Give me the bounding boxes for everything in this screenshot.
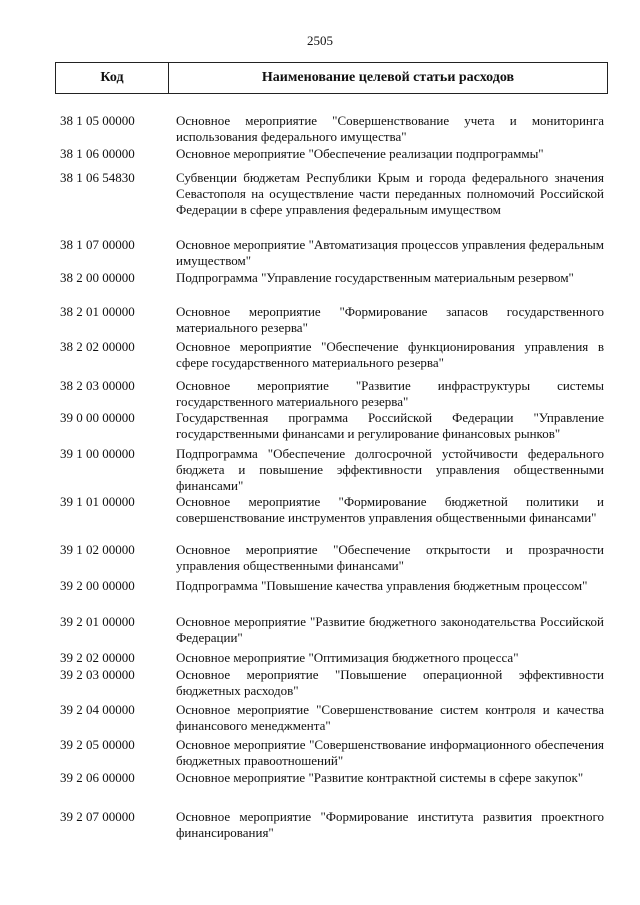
row-name: Основное мероприятие "Повышение операционной эффективности бюджетных расходов" xyxy=(176,667,604,698)
row-code: 38 1 06 54830 xyxy=(60,170,135,185)
row-name: Основное мероприятие "Развитие контрактной системы в сфере закупок" xyxy=(176,770,584,785)
row-name: Основное мероприятие "Совершенствование систем контроля и качества финансового менеджмента" xyxy=(176,702,604,733)
row-code: 39 2 01 00000 xyxy=(60,614,135,629)
row-name: Субвенции бюджетам Республики Крым и города федерального значения Севастополя на осуществление части переданных полномочий Российской Федерации в сфере управления федеральным имуществом xyxy=(176,170,604,217)
row-name: Государственная программа Российской Федерации "Управление государственными финансами и регулирование финансовых рынков" xyxy=(176,410,604,441)
header-code: Код xyxy=(56,63,169,93)
row-code: 38 1 07 00000 xyxy=(60,237,135,252)
row-code: 38 2 03 00000 xyxy=(60,378,135,393)
row-name: Основное мероприятие "Развитие бюджетного законодательства Российской Федерации" xyxy=(176,614,604,645)
row-code: 39 2 03 00000 xyxy=(60,667,135,682)
row-name: Основное мероприятие "Обеспечение реализации подпрограммы" xyxy=(176,146,544,161)
header-name: Наименование целевой статьи расходов xyxy=(261,70,515,85)
row-code: 39 2 04 00000 xyxy=(60,702,135,717)
row-code: 39 1 00 00000 xyxy=(60,446,135,461)
row-name: Основное мероприятие "Автоматизация процессов управления федеральным имуществом" xyxy=(176,237,604,268)
row-code: 39 0 00 00000 xyxy=(60,410,135,425)
row-code: 39 2 02 00000 xyxy=(60,650,135,665)
row-code: 39 1 01 00000 xyxy=(60,494,135,509)
row-name: Основное мероприятие "Обеспечение открытости и прозрачности управления общественными финансами" xyxy=(176,542,604,573)
row-code: 39 2 06 00000 xyxy=(60,770,135,785)
row-code: 39 2 00 00000 xyxy=(60,578,135,593)
row-code: 38 2 02 00000 xyxy=(60,339,135,354)
row-code: 38 1 05 00000 xyxy=(60,113,135,128)
row-name: Подпрограмма "Управление государственным материальным резервом" xyxy=(176,270,574,285)
row-code: 39 2 05 00000 xyxy=(60,737,135,752)
row-name: Основное мероприятие "Развитие инфраструктуры системы государственного материального резерва" xyxy=(176,378,604,409)
row-code: 38 1 06 00000 xyxy=(60,146,135,161)
row-code: 39 2 07 00000 xyxy=(60,809,135,824)
page-number: 2505 xyxy=(307,33,333,48)
row-name: Основное мероприятие "Формирование бюджетной политики и совершенствование инструментов управления общественными финансами" xyxy=(176,494,604,525)
row-name: Подпрограмма "Обеспечение долгосрочной устойчивости федерального бюджета и повышение эффективности управления общественными финансами" xyxy=(176,446,604,493)
row-name: Основное мероприятие "Совершенствование учета и мониторинга использования федерального имущества" xyxy=(176,113,604,144)
row-name: Подпрограмма "Повышение качества управления бюджетным процессом" xyxy=(176,578,588,593)
table-header xyxy=(55,62,608,94)
row-name: Основное мероприятие "Формирование запасов государственного материального резерва" xyxy=(176,304,604,335)
row-name: Основное мероприятие "Обеспечение функционирования управления в сфере государственного материального резерва" xyxy=(176,339,604,370)
row-name: Основное мероприятие "Совершенствование информационного обеспечения бюджетных правоотношений" xyxy=(176,737,604,768)
row-name: Основное мероприятие "Формирование института развития проектного финансирования" xyxy=(176,809,604,840)
row-code: 39 1 02 00000 xyxy=(60,542,135,557)
row-code: 38 2 01 00000 xyxy=(60,304,135,319)
row-code: 38 2 00 00000 xyxy=(60,270,135,285)
row-name: Основное мероприятие "Оптимизация бюджетного процесса" xyxy=(176,650,519,665)
